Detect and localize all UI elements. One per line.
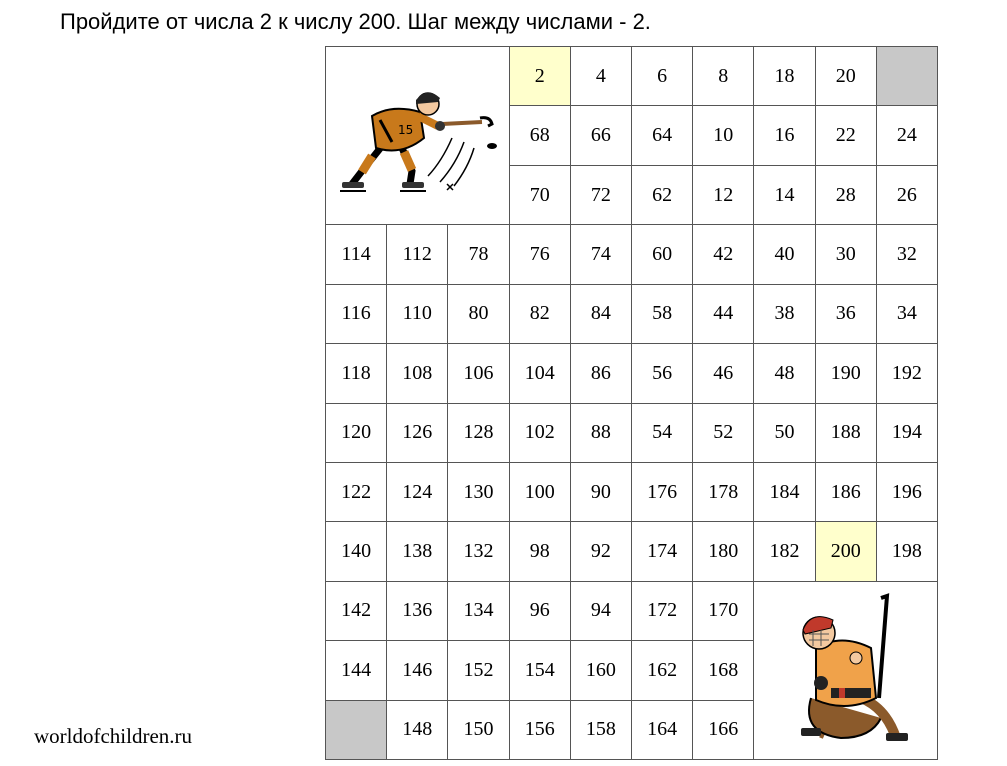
maze-cell[interactable]: 22 bbox=[816, 106, 877, 165]
maze-cell[interactable]: 178 bbox=[693, 463, 754, 522]
maze-cell[interactable]: 192 bbox=[877, 344, 938, 403]
maze-cell[interactable]: 102 bbox=[510, 404, 571, 463]
maze-cell[interactable]: 136 bbox=[387, 582, 448, 641]
maze-cell[interactable]: 158 bbox=[571, 701, 632, 760]
svg-text:15: 15 bbox=[398, 122, 414, 137]
maze-cell[interactable]: 184 bbox=[754, 463, 815, 522]
maze-cell[interactable]: 196 bbox=[877, 463, 938, 522]
maze-cell[interactable]: 50 bbox=[754, 404, 815, 463]
maze-cell[interactable]: 54 bbox=[632, 404, 693, 463]
maze-cell[interactable]: 112 bbox=[387, 225, 448, 284]
maze-cell[interactable]: 118 bbox=[326, 344, 387, 403]
maze-cell[interactable]: 98 bbox=[510, 522, 571, 581]
maze-cell[interactable]: 164 bbox=[632, 701, 693, 760]
maze-cell[interactable]: 100 bbox=[510, 463, 571, 522]
maze-cell[interactable]: 94 bbox=[571, 582, 632, 641]
maze-cell[interactable]: 48 bbox=[754, 344, 815, 403]
maze-cell[interactable]: 66 bbox=[571, 106, 632, 165]
maze-cell[interactable]: 20 bbox=[816, 47, 877, 106]
maze-cell[interactable]: 148 bbox=[387, 701, 448, 760]
maze-cell[interactable]: 46 bbox=[693, 344, 754, 403]
maze-cell[interactable]: 116 bbox=[326, 285, 387, 344]
maze-cell[interactable]: 64 bbox=[632, 106, 693, 165]
maze-cell[interactable]: 72 bbox=[571, 166, 632, 225]
maze-cell[interactable]: 36 bbox=[816, 285, 877, 344]
maze-cell-finish[interactable]: 200 bbox=[816, 522, 877, 581]
hockey-player-icon bbox=[332, 76, 502, 196]
maze-cell[interactable]: 68 bbox=[510, 106, 571, 165]
maze-cell[interactable]: 34 bbox=[877, 285, 938, 344]
maze-cell[interactable]: 142 bbox=[326, 582, 387, 641]
maze-cell[interactable]: 86 bbox=[571, 344, 632, 403]
maze-cell[interactable]: 198 bbox=[877, 522, 938, 581]
maze-cell[interactable]: 44 bbox=[693, 285, 754, 344]
maze-cell[interactable]: 162 bbox=[632, 641, 693, 700]
maze-cell[interactable]: 172 bbox=[632, 582, 693, 641]
maze-cell[interactable]: 106 bbox=[448, 344, 509, 403]
maze-cell[interactable]: 88 bbox=[571, 404, 632, 463]
maze-cell[interactable]: 154 bbox=[510, 641, 571, 700]
maze-cell[interactable]: 16 bbox=[754, 106, 815, 165]
hockey-player-illustration bbox=[326, 47, 510, 225]
maze-cell[interactable]: 12 bbox=[693, 166, 754, 225]
maze-cell[interactable]: 84 bbox=[571, 285, 632, 344]
maze-cell[interactable]: 38 bbox=[754, 285, 815, 344]
maze-cell[interactable]: 18 bbox=[754, 47, 815, 106]
maze-cell[interactable]: 60 bbox=[632, 225, 693, 284]
maze-cell[interactable]: 4 bbox=[571, 47, 632, 106]
maze-cell[interactable]: 152 bbox=[448, 641, 509, 700]
maze-cell[interactable]: 80 bbox=[448, 285, 509, 344]
maze-cell[interactable]: 58 bbox=[632, 285, 693, 344]
maze-cell[interactable]: 168 bbox=[693, 641, 754, 700]
maze-cell[interactable]: 180 bbox=[693, 522, 754, 581]
maze-cell[interactable]: 146 bbox=[387, 641, 448, 700]
page-title: Пройдите от числа 2 к числу 200. Шаг между числами - 2. bbox=[60, 9, 651, 34]
maze-cell[interactable]: 182 bbox=[754, 522, 815, 581]
maze-cell[interactable]: 74 bbox=[571, 225, 632, 284]
maze-cell[interactable]: 6 bbox=[632, 47, 693, 106]
maze-cell[interactable]: 190 bbox=[816, 344, 877, 403]
maze-cell[interactable]: 90 bbox=[571, 463, 632, 522]
maze-cell[interactable]: 110 bbox=[387, 285, 448, 344]
maze-cell[interactable]: 186 bbox=[816, 463, 877, 522]
maze-cell[interactable]: 134 bbox=[448, 582, 509, 641]
maze-cell[interactable]: 144 bbox=[326, 641, 387, 700]
maze-cell[interactable]: 14 bbox=[754, 166, 815, 225]
maze-cell[interactable]: 122 bbox=[326, 463, 387, 522]
maze-cell[interactable]: 8 bbox=[693, 47, 754, 106]
maze-cell[interactable]: 24 bbox=[877, 106, 938, 165]
maze-cell[interactable]: 52 bbox=[693, 404, 754, 463]
maze-cell[interactable]: 150 bbox=[448, 701, 509, 760]
maze-cell[interactable]: 82 bbox=[510, 285, 571, 344]
site-watermark: worldofchildren.ru bbox=[34, 724, 193, 748]
maze-cell[interactable]: 76 bbox=[510, 225, 571, 284]
maze-cell-start[interactable]: 2 bbox=[510, 47, 571, 106]
maze-cell[interactable]: 56 bbox=[632, 344, 693, 403]
maze-cell[interactable]: 40 bbox=[754, 225, 815, 284]
maze-cell[interactable]: 96 bbox=[510, 582, 571, 641]
maze-cell[interactable]: 114 bbox=[326, 225, 387, 284]
maze-cell[interactable]: 160 bbox=[571, 641, 632, 700]
maze-cell[interactable]: 138 bbox=[387, 522, 448, 581]
maze-cell[interactable]: 140 bbox=[326, 522, 387, 581]
maze-cell[interactable]: 70 bbox=[510, 166, 571, 225]
maze-cell[interactable]: 188 bbox=[816, 404, 877, 463]
maze-cell[interactable]: 108 bbox=[387, 344, 448, 403]
maze-cell-blocked bbox=[877, 47, 938, 106]
hockey-goalie-illustration bbox=[754, 582, 938, 760]
maze-cell[interactable]: 92 bbox=[571, 522, 632, 581]
maze-cell-blocked bbox=[326, 701, 387, 760]
maze-cell[interactable]: 126 bbox=[387, 404, 448, 463]
maze-cell[interactable]: 166 bbox=[693, 701, 754, 760]
maze-cell[interactable]: 30 bbox=[816, 225, 877, 284]
maze-cell[interactable]: 32 bbox=[877, 225, 938, 284]
maze-cell[interactable]: 10 bbox=[693, 106, 754, 165]
maze-cell[interactable]: 124 bbox=[387, 463, 448, 522]
maze-cell[interactable]: 104 bbox=[510, 344, 571, 403]
maze-cell[interactable]: 78 bbox=[448, 225, 509, 284]
maze-cell[interactable]: 130 bbox=[448, 463, 509, 522]
maze-cell[interactable]: 26 bbox=[877, 166, 938, 225]
maze-cell[interactable]: 42 bbox=[693, 225, 754, 284]
maze-cell[interactable]: 62 bbox=[632, 166, 693, 225]
maze-cell[interactable]: 132 bbox=[448, 522, 509, 581]
hockey-goalie-icon bbox=[761, 588, 931, 753]
maze-cell[interactable]: 176 bbox=[632, 463, 693, 522]
maze-cell[interactable]: 128 bbox=[448, 404, 509, 463]
maze-cell[interactable]: 174 bbox=[632, 522, 693, 581]
maze-cell[interactable]: 28 bbox=[816, 166, 877, 225]
maze-cell[interactable]: 194 bbox=[877, 404, 938, 463]
maze-cell[interactable]: 170 bbox=[693, 582, 754, 641]
number-maze-grid bbox=[325, 46, 938, 760]
maze-cell[interactable]: 120 bbox=[326, 404, 387, 463]
maze-cell[interactable]: 156 bbox=[510, 701, 571, 760]
